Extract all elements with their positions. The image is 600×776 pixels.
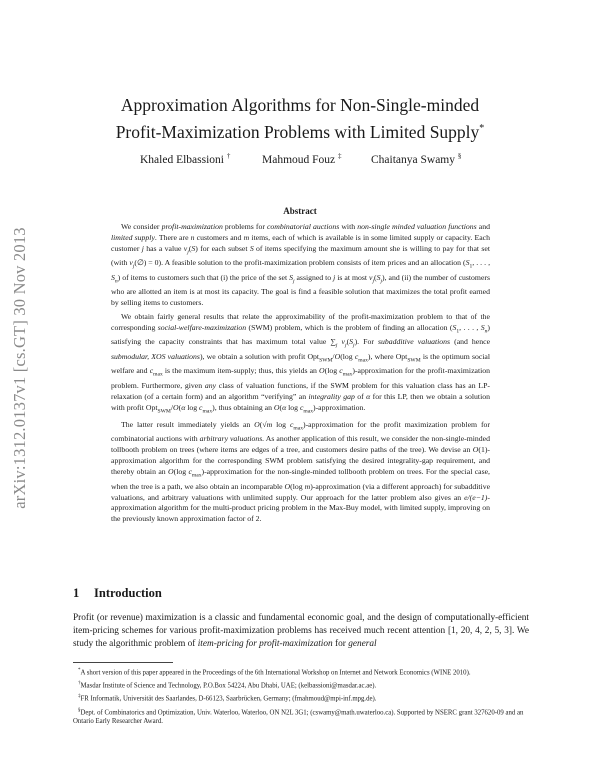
emphasis-run: general: [348, 639, 377, 649]
arxiv-sidebar-stamp: [8, 188, 32, 548]
text-run: ), thus obtaining an: [212, 402, 274, 412]
abstract-paragraph-3: [111, 420, 490, 525]
emphasis-run: v: [183, 243, 188, 253]
emphasis-run: c: [199, 402, 203, 412]
text-run: of: [354, 391, 367, 401]
emphasis-run: S: [111, 272, 115, 282]
abstract-paragraph-2: [111, 312, 490, 417]
emphasis-run: α: [282, 402, 287, 412]
text-run: (∅) = 0). A feasible solution to the profit-maximization problem consists of item prices and an allocation (: [134, 258, 466, 268]
text-run: Profit (or revenue) maximization is a classic and fundamental economic goal, and the design of computationally-efficient item-pricing schemes for various profit-maximization problems has received much recent attention [1, 20, 4, 2, 5, 3]. We study the algorithmic problem of: [73, 613, 529, 649]
text-run: (log: [290, 481, 305, 491]
text-run: ), where Opt: [367, 351, 408, 361]
footnote-mark: ‡: [78, 694, 81, 700]
emphasis-run: S: [349, 337, 354, 347]
footnote-text: Dept. of Combinatorics and Optimization, Univ. Waterloo, Waterloo, ON N2L 3G1; (cswamy@math.uwaterloo.ca). Supported by NSERC grant 327620-09 and an Ontario Early Researcher Award.: [73, 708, 524, 726]
text-run: ), we obtain a solution with profit Opt: [199, 351, 320, 361]
text-run: The latter result immediately yields an: [121, 419, 255, 429]
text-run: (log: [173, 467, 189, 477]
arxiv-identifier: arXiv:1312.0137v1 [cs.GT] 30 Nov 2013: [10, 227, 29, 509]
emphasis-run: α: [366, 391, 371, 401]
text-run: . There are: [154, 232, 191, 242]
emphasis-run: profit-maximization: [161, 222, 223, 231]
text-run: )-approximation for the non-single-minded tollbooth problem on trees. For the special case, when the tree is a path, we also obtain an incomparable: [111, 467, 490, 491]
section-number: 1: [73, 586, 80, 600]
math-subscript: SWM: [319, 357, 333, 364]
text-run: /: [332, 351, 335, 361]
text-run: (log: [324, 366, 340, 376]
text-run: (: [346, 337, 350, 347]
emphasis-run: c: [289, 419, 294, 429]
emphasis-run: subadditive valuations: [377, 337, 451, 347]
text-run: is the maximum item-supply; thus, this yields an: [162, 366, 320, 376]
text-run: is at most: [335, 272, 369, 282]
author-name: Mahmoud Fouz: [262, 153, 336, 166]
footnote-rule: [73, 662, 173, 663]
paper-title: [100, 94, 500, 144]
emphasis-run: m: [243, 232, 250, 242]
emphasis-run: S: [289, 272, 293, 282]
emphasis-run: arbitrary valuations.: [199, 434, 265, 444]
math-subscript: 1: [469, 263, 473, 270]
text-run: (1)-approximation algorithm for the corresponding SWM problem satisfying the desired integrality-gap requirement, and thereby obtain an: [111, 445, 490, 477]
emphasis-run: S: [452, 322, 457, 332]
author-footnote-mark: †: [226, 152, 231, 160]
emphasis-run: v: [341, 337, 345, 347]
math-subscript: j: [292, 278, 295, 285]
text-run: We obtain fairly general results that relate the approximability of the profit-maximization problem to that of the corresponding: [111, 311, 490, 332]
author-footnote-mark: §: [457, 152, 462, 160]
author-2: [262, 152, 342, 166]
emphasis-run: O: [334, 351, 341, 361]
footnote: [73, 666, 529, 678]
emphasis-run: m: [266, 419, 273, 429]
emphasis-run: submodular, XOS valuations: [111, 351, 200, 361]
text-run: We consider: [121, 222, 162, 231]
text-run: (: [374, 272, 377, 282]
emphasis-run: O: [284, 481, 291, 491]
author-list: [0, 152, 600, 168]
text-run: , . . . ,: [472, 258, 491, 268]
footnote-mark: †: [78, 681, 81, 687]
math-subscript: j: [132, 263, 135, 270]
emphasis-run: any: [204, 380, 217, 390]
math-subscript: SWM: [157, 408, 171, 415]
text-run: problems for: [222, 222, 267, 231]
math-subscript: max: [153, 371, 163, 378]
emphasis-run: social-welfare-maximization: [157, 322, 247, 332]
text-run: is the optimum social welfare and: [111, 351, 491, 376]
section-title: Introduction: [94, 586, 162, 600]
emphasis-run: c: [354, 351, 359, 361]
emphasis-run: S: [376, 272, 381, 282]
title-footnote-mark: *: [479, 123, 485, 134]
emphasis-run: n: [190, 232, 195, 242]
emphasis-run: item-pricing for profit-maximization: [197, 639, 333, 649]
footnote: [73, 692, 529, 704]
text-run: and: [476, 222, 490, 231]
emphasis-run: v: [129, 258, 133, 268]
emphasis-run: O: [273, 402, 280, 412]
emphasis-run: S: [480, 322, 485, 332]
author-3: [371, 152, 461, 166]
text-run: )-approximation for the profit-maximization problem. Furthermore, given: [111, 366, 491, 390]
text-run: ), and (ii) the number of customers who are allotted an item is at most its capacity. The goal is find a feasible solution that maximizes the total profit earned by selling items to customers.: [111, 272, 490, 308]
emphasis-run: m: [304, 481, 311, 491]
emphasis-run: S: [249, 243, 254, 253]
text-run: customers and: [194, 232, 244, 242]
section-heading: [73, 586, 162, 601]
math-subscript: n: [114, 278, 118, 285]
emphasis-run: S: [465, 258, 470, 268]
text-run: for: [332, 639, 349, 649]
author-1: [140, 152, 230, 166]
math-subscript: n: [484, 328, 488, 335]
text-run: , . . . ,: [459, 322, 481, 332]
emphasis-run: O: [472, 445, 479, 455]
text-run: )-approximation.: [313, 402, 366, 412]
text-run: with: [339, 222, 358, 231]
author-name: Chaitanya Swamy: [371, 153, 455, 166]
text-run: log: [185, 402, 200, 412]
footnote-mark: §: [78, 707, 81, 713]
math-subscript: SWM: [407, 357, 421, 364]
emphasis-run: combinatorial auctions: [266, 222, 340, 231]
math-subscript: max: [293, 425, 304, 432]
text-run: has a value: [143, 243, 184, 253]
math-subscript: max: [342, 371, 353, 378]
text-run: (: [279, 402, 283, 412]
text-run: ) for each subset: [195, 243, 250, 253]
math-subscript: j: [335, 342, 338, 349]
emphasis-run: non-single minded valuation functions: [357, 222, 477, 231]
emphasis-run: O: [172, 402, 179, 412]
math-subscript: max: [358, 357, 368, 364]
math-subscript: max: [191, 472, 202, 479]
author-footnote-mark: ‡: [338, 152, 342, 160]
text-run: for this LP, then we obtain a solution with profit Opt: [111, 391, 490, 412]
math-subscript: j: [372, 278, 374, 285]
title-line-1: Approximation Algorithms for Non-Single-minded: [120, 95, 480, 115]
emphasis-run: c: [188, 467, 192, 477]
text-run: ) satisfying the capacity constraints that has maximum total value ∑: [111, 322, 490, 347]
math-subscript: j: [353, 342, 355, 349]
text-run: (: [178, 402, 182, 412]
emphasis-run: S: [191, 243, 196, 253]
text-run: (: [188, 243, 192, 253]
emphasis-run: integrality gap: [308, 391, 355, 401]
text-run: ) of items to customers such that (i) the price of the set: [117, 272, 290, 282]
text-run: -approximation algorithm for the multi-product pricing problem in the Max-Buy model, with limited supply, improving on the previously known approximation factor of 2.: [111, 492, 490, 524]
math-subscript: max: [303, 408, 314, 415]
footnote: [73, 706, 529, 727]
text-run: items, each of which is available is in some limited supply or capacity. Each customer: [111, 232, 490, 253]
footnote-text: Masdar Institute of Science and Technology, P.O.Box 54224, Abu Dhabi, UAE; (kelbassioni@masdar.ac.ae).: [80, 682, 377, 690]
text-run: assigned to: [294, 272, 334, 282]
author-name: Khaled Elbassioni: [140, 153, 224, 166]
emphasis-run: c: [149, 366, 154, 376]
math-subscript: j: [380, 278, 383, 285]
math-subscript: j: [187, 249, 189, 256]
text-run: ). For: [354, 337, 378, 347]
emphasis-run: c: [339, 366, 343, 376]
emphasis-run: O: [168, 467, 174, 477]
text-run: )-approximation (via a different approach) for subadditive valuations, and arbitrary valuations with unlimited supply. Our approach for the latter problem also gives an: [111, 481, 491, 502]
emphasis-run: e/(e−1): [464, 492, 488, 502]
abstract-heading: Abstract: [283, 206, 317, 216]
math-subscript: j: [345, 342, 347, 349]
abstract-paragraph-1: [111, 222, 490, 309]
title-line-2: Profit-Maximization Problems with Limited Supply: [115, 121, 480, 142]
emphasis-run: c: [299, 402, 304, 412]
intro-paragraph: [73, 612, 529, 651]
footnote-text: A short version of this paper appeared in the Proceedings of the 6th International Workshop on Internet and Network Economics (WINE 2010).: [80, 669, 471, 677]
emphasis-run: v: [368, 272, 373, 282]
text-run: /: [170, 402, 173, 412]
footnote: [73, 679, 529, 691]
text-run: As another application of this result, we consider the non-single-minded tollbooth problem on trees (where items are edges of a tree, and customers desire paths of the tree). We devise an: [111, 434, 490, 455]
text-run: of items specifying the maximum amount she is willing to pay for that set (with: [111, 243, 490, 268]
text-run: (SWM) problem, which is the problem of finding an allocation (: [246, 322, 453, 332]
emphasis-run: j: [141, 243, 144, 253]
footnote-text: FR Informatik, Universität des Saarlandes, D-66123, Saarbrücken, Germany; (fmahmoud@mpi-inf.mpg.de).: [80, 695, 377, 703]
text-run: log: [272, 419, 290, 429]
emphasis-run: limited supply: [111, 232, 155, 242]
abstract-body: [111, 222, 490, 528]
emphasis-run: O: [319, 366, 325, 376]
text-run: )-approximation for the profit maximization problem for combinatorial auctions with: [111, 419, 490, 444]
emphasis-run: j: [333, 272, 336, 282]
text-run: log: [286, 402, 300, 412]
text-run: (and hence: [450, 337, 491, 347]
text-run: (√: [259, 419, 267, 429]
emphasis-run: α: [181, 402, 186, 412]
footnotes: [73, 666, 529, 728]
math-subscript: max: [202, 408, 213, 415]
text-run: class of valuation functions, if the SWM problem for this valuation class has an LP-relaxation (of a certain form) and an algorithm “verifying” an: [111, 380, 490, 401]
emphasis-run: O: [254, 419, 260, 429]
math-subscript: 1: [456, 328, 460, 335]
footnote-mark: *: [78, 668, 81, 673]
text-run: (log: [340, 351, 355, 361]
